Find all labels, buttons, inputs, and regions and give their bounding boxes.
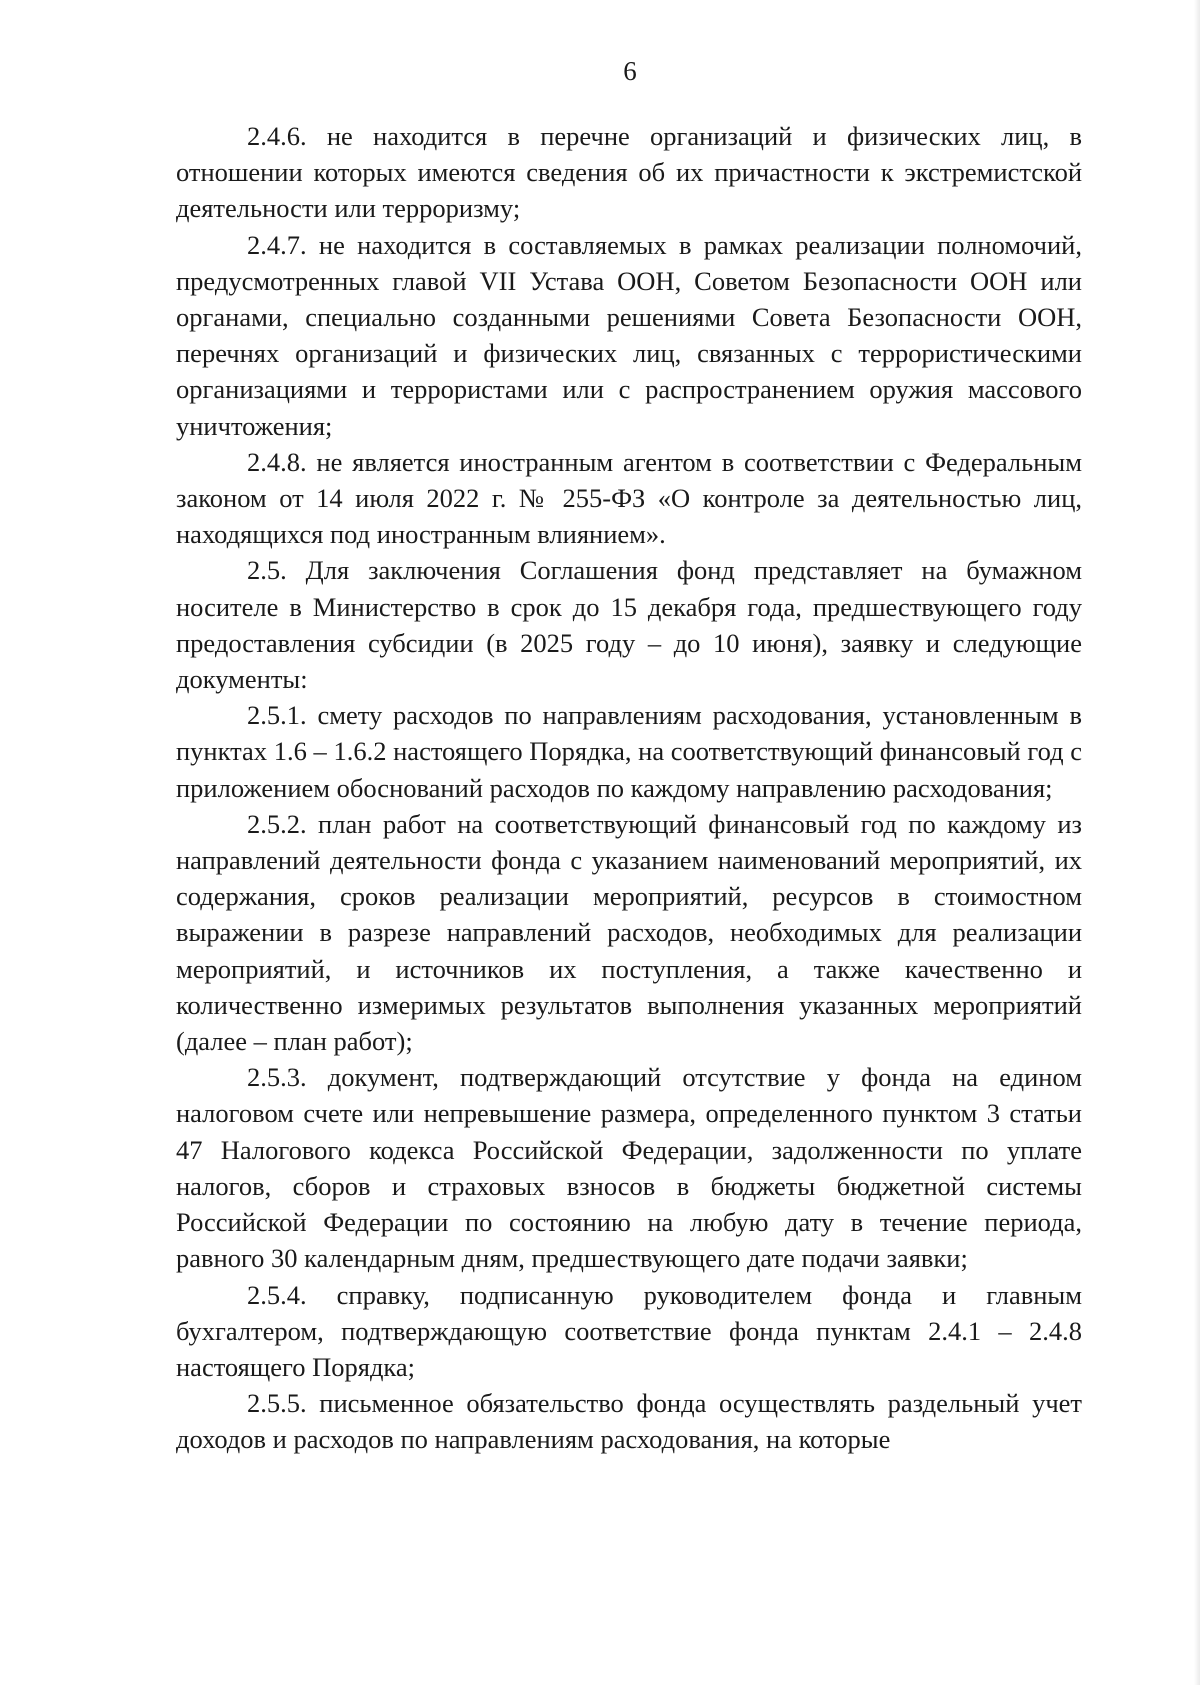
page-number: 6 bbox=[623, 56, 637, 86]
paragraph-2-5-5: 2.5.5. письменное обязательство фонда осуществлять раздельный учет доходов и расходов по направлениям расходования, на которые bbox=[176, 1388, 1082, 1455]
paragraph-2-5-4: 2.5.4. справку, подписанную руководителем фонда и главным бухгалтером, подтверждающую соответствие фонда пунктам 2.4.1 – 2.4.8 настоящего Порядка; bbox=[176, 1279, 1082, 1382]
paragraph-2-5-2: 2.5.2. план работ на соответствующий финансовый год по каждому из направлений деятельности фонда с указанием наименований мероприятий, их содержания, сроков реализации мероприятий, ресурсов в стоимостном выражении в разрезе направлений расходов, необходимых для реализации мероприятий, и источников их поступления, а также качественно и количественно измеримых результатов выполнения указанных мероприятий (далее – план работ); bbox=[176, 808, 1082, 1057]
paragraph-2-4-8: 2.4.8. не является иностранным агентом в соответствии с Федеральным законом от 14 июля 2022 г. № 255-ФЗ «О контроле за деятельностью лиц, находящихся под иностранным влиянием». bbox=[176, 446, 1082, 550]
paragraph-2-5-3: 2.5.3. документ, подтверждающий отсутствие у фонда на едином налоговом счете или непревышение размера, определенного пунктом 3 статьи 47 Налогового кодекса Российской Федерации, задолженности по уплате налогов, сборов и страховых взносов в бюджеты бюджетной системы Российской Федерации по состоянию на любую дату в течение периода, равного 30 календарным дням, предшествующего дате подачи заявки; bbox=[176, 1062, 1082, 1274]
scan-edge-shadow bbox=[1194, 0, 1200, 1685]
document-body bbox=[176, 118, 1082, 1458]
paragraph-2-4-6: 2.4.6. не находится в перечне организаций и физических лиц, в отношении которых имеются сведения об их причастности к экстремистской деятельности или терроризму; bbox=[176, 121, 1082, 224]
paragraph-2-5: 2.5. Для заключения Соглашения фонд представляет на бумажном носителе в Министерство в срок до 15 декабря года, предшествующего году предоставления субсидии (в 2025 году – до 10 июня), заявку и следующие документы: bbox=[176, 555, 1082, 695]
paragraph-2-4-7: 2.4.7. не находится в составляемых в рамках реализации полномочий, предусмотренных главой VII Устава ООН, Советом Безопасности ООН или органами, специально созданными решениями Совета Безопасности ООН, перечнях организаций и физических лиц, связанных с террористическими организациями и террористами или с распространением оружия массового уничтожения; bbox=[176, 229, 1082, 441]
paragraph-2-5-1: 2.5.1. смету расходов по направлениям расходования, установленным в пунктах 1.6 – 1.6.2 настоящего Порядка, на соответствующий финансовый год с приложением обоснований расходов по каждому направлению расходования; bbox=[176, 700, 1082, 803]
